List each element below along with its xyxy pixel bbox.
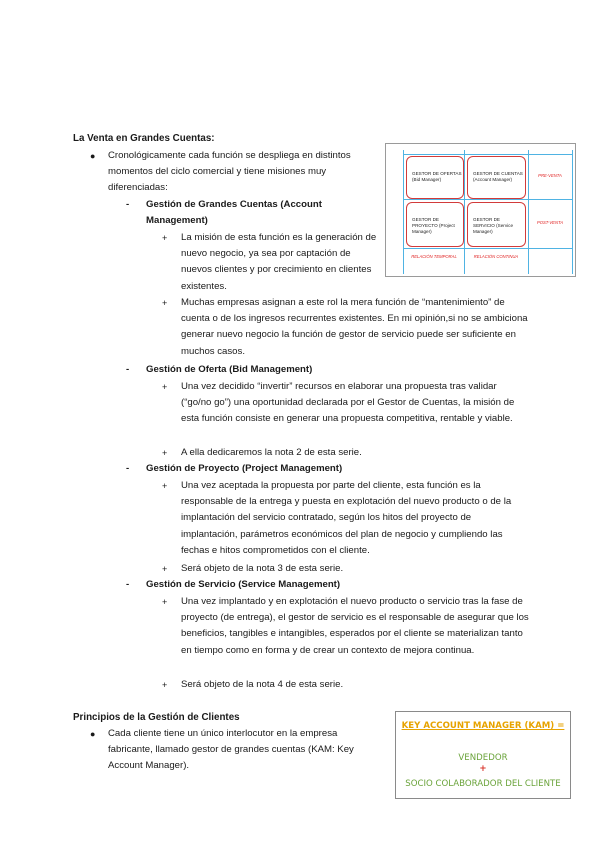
proyecto-item-1 [162, 478, 529, 559]
functions-diagram [385, 143, 576, 277]
oferta-item-1 [162, 379, 529, 428]
oferta-item-2 [162, 445, 529, 461]
plus-icon: + [162, 298, 168, 308]
diagram-guide-line [403, 154, 573, 155]
intro-text: Cronológicamente cada función se despliega en distintos momentos del ciclo comercial y tiene misiones muy diferenciadas: [108, 150, 351, 194]
proyecto-heading-text: Gestión de Proyecto (Project Management) [146, 463, 343, 474]
servicio-p1-text: Una vez implantado y en explotación el nuevo producto o servicio tras la fase de proyecto (de entrega), el gestor de servicio es el responsable de asegurar que los beneficios, tangibles e intangibles, esperados por el cliente se materializan tanto en tiempo como en forma y de crear un contexto de mejora continua. [181, 596, 529, 656]
box-bid-manager-label: GESTOR DE OFERTAS (Bid Manager) [412, 171, 462, 182]
kam-vendedor: VENDEDOR [458, 753, 508, 763]
servicio-item-2 [162, 677, 529, 693]
kam-title: KEY ACCOUNT MANAGER (KAM) = [401, 721, 565, 731]
box-service-manager-label: GESTOR DE SERVICIO (Service Manager) [473, 217, 513, 234]
plus-icon: + [162, 680, 168, 690]
plus-icon: + [162, 448, 168, 458]
dash-icon: - [126, 579, 130, 590]
label-postventa: POST-VENTA [536, 220, 564, 225]
plus-icon: + [162, 481, 168, 491]
oferta-p1-text: Una vez decidido “invertir” recursos en elaborar una propuesta tras validar (“go/no go”) una oportunidad declarada por el Gestor de Cuentas, la misión de esta función consiste en generar una propuesta competitiva, rentable y viable. [181, 381, 515, 425]
oferta-heading-text: Gestión de Oferta (Bid Management) [146, 364, 313, 375]
servicio-p2-text: Será objeto de la nota 4 de esta serie. [181, 679, 344, 690]
bullet-dot-icon: ● [90, 151, 96, 161]
box-service-manager [467, 202, 526, 247]
diagram-guide-line [464, 150, 465, 274]
label-relacion-temporal: RELACIÓN TEMPORAL [411, 254, 457, 259]
kam-socio: SOCIO COLABORADOR DEL CLIENTE [405, 779, 561, 789]
box-project-manager-label: GESTOR DE PROYECTO (Project Manager) [412, 217, 455, 234]
diagram-guide-line [403, 199, 573, 200]
diagram-guide-line [403, 150, 404, 274]
gca-item-2 [162, 295, 529, 360]
gca-heading [126, 197, 361, 229]
kam-definition-box [395, 711, 571, 799]
intro-bullet [90, 148, 373, 197]
proyecto-item-2 [162, 561, 529, 577]
gca-item-1 [162, 230, 381, 295]
plus-icon: + [162, 382, 168, 392]
principios-text: Cada cliente tiene un único interlocutor en la empresa fabricante, llamado gestor de grandes cuentas (KAM: Key Account Manager). [108, 728, 354, 772]
proyecto-p1-text: Una vez aceptada la propuesta por parte del cliente, esta función es la responsable de la entrega y puesta en explotación del nuevo producto o de la implantación del servicio contratado, según los hitos del proyecto de implantación, parámetros económicos del plan de negocio y cumpliendo las fechas e hitos comprometidos con el cliente. [181, 480, 512, 556]
dash-icon: - [126, 199, 130, 210]
section-title-venta: La Venta en Grandes Cuentas: [73, 133, 215, 144]
kam-plus-sign: + [479, 764, 487, 774]
oferta-p2-text: A ella dedicaremos la nota 2 de esta serie. [181, 447, 362, 458]
servicio-heading [126, 577, 526, 593]
label-relacion-continua: RELACIÓN CONTINUA [473, 254, 519, 259]
gca-p1-text: La misión de esta función es la generación de nuevo negocio, ya sea por captación de nuevos clientes y por crecimiento en clientes existentes. [181, 232, 377, 292]
plus-icon: + [162, 233, 168, 243]
proyecto-p2-text: Será objeto de la nota 3 de esta serie. [181, 563, 344, 574]
diagram-guide-line [528, 150, 529, 274]
dash-icon: - [126, 364, 130, 375]
diagram-guide-line [572, 150, 573, 274]
plus-icon: + [162, 597, 168, 607]
principios-bullet [90, 726, 373, 775]
servicio-heading-text: Gestión de Servicio (Service Management) [146, 579, 341, 590]
box-bid-manager [406, 156, 464, 199]
box-account-manager-label: GESTOR DE CUENTAS (Account Manager) [473, 171, 523, 182]
section-title-principios: Principios de la Gestión de Clientes [73, 712, 240, 723]
box-project-manager [406, 202, 464, 247]
box-account-manager [467, 156, 526, 199]
servicio-item-1 [162, 594, 529, 659]
plus-icon: + [162, 564, 168, 574]
bullet-dot-icon: ● [90, 729, 96, 739]
label-preventa: PRE-VENTA [538, 173, 562, 178]
gca-p2-text: Muchas empresas asignan a este rol la mera función de “mantenimiento” de cuenta o de los ingresos recurrentes existentes. En mi opinión,si no se ambiciona generar nuevo negocio la función de gestor de servicio puede ser suficiente en muchos casos. [181, 297, 528, 357]
gca-heading-text: Gestión de Grandes Cuentas (Account Management) [146, 199, 322, 227]
diagram-guide-line [403, 248, 573, 249]
dash-icon: - [126, 463, 130, 474]
oferta-heading [126, 362, 526, 378]
proyecto-heading [126, 461, 526, 477]
